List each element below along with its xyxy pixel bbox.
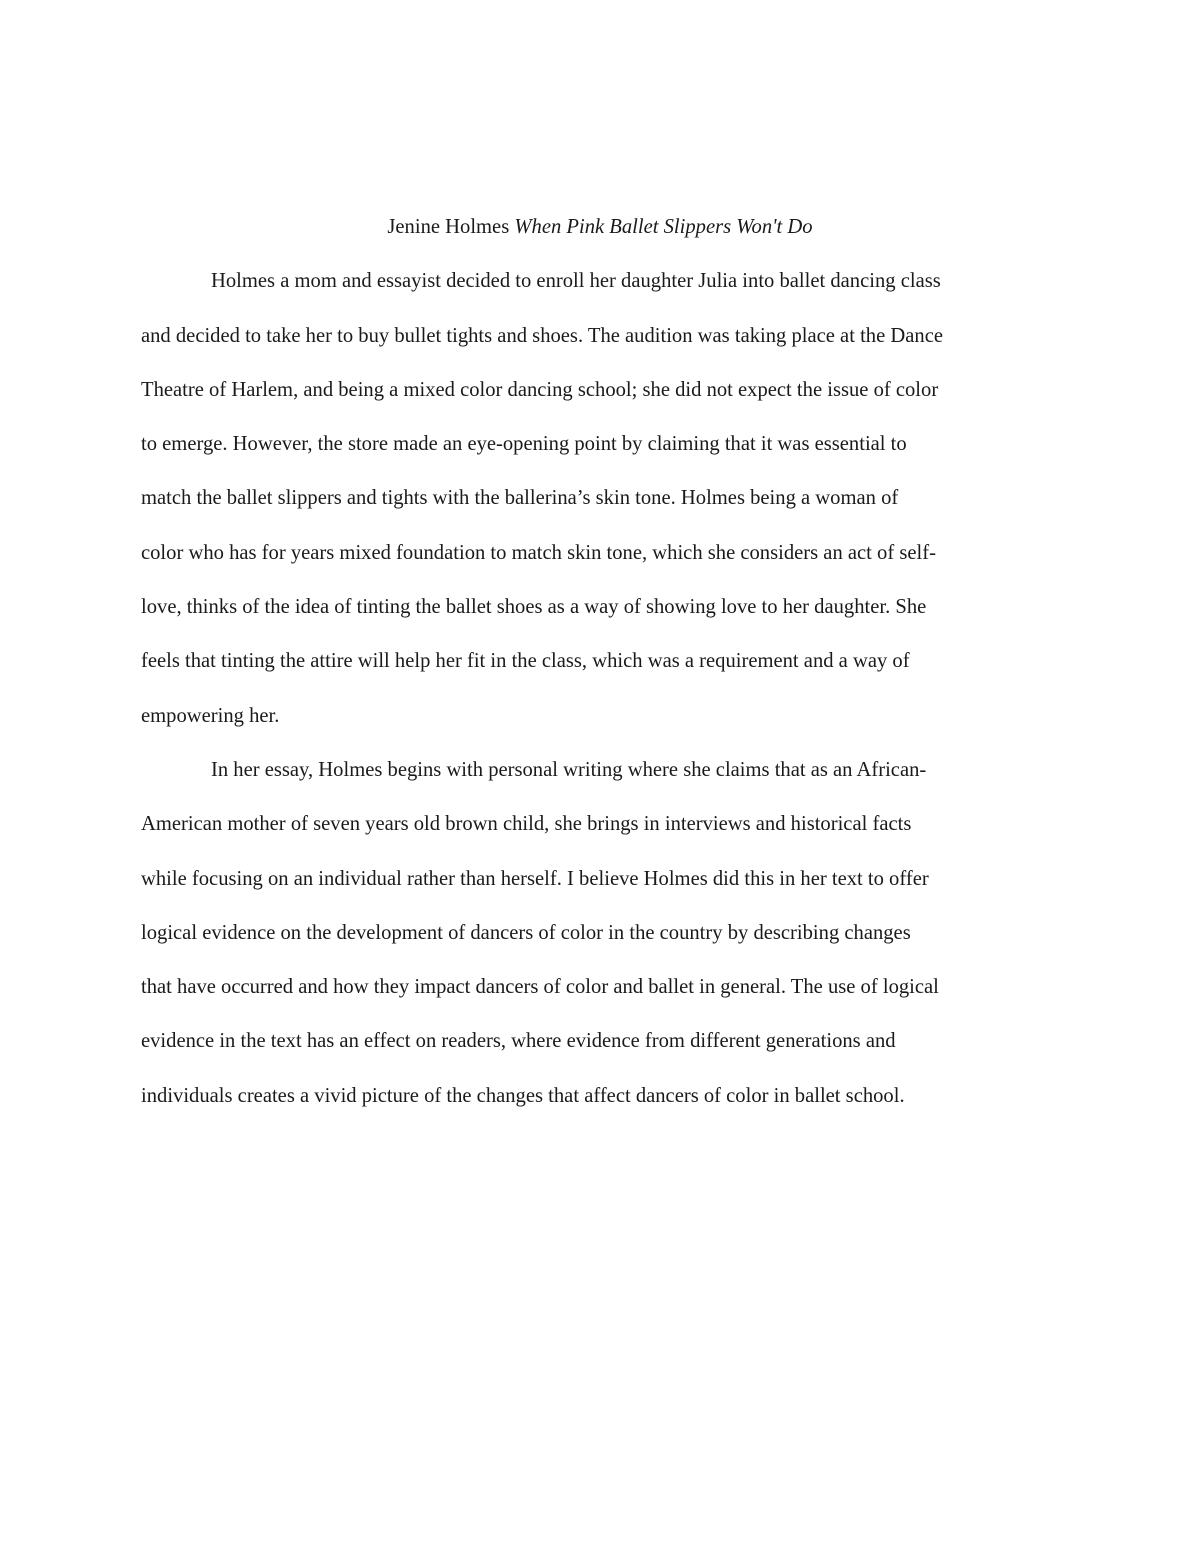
paragraph-2: [141, 743, 1059, 1123]
text-line: empowering her.: [141, 704, 280, 727]
text-line: evidence in the text has an effect on readers, where evidence from different generations and: [141, 1030, 896, 1053]
text-line: In her essay, Holmes begins with personal writing where she claims that as an African-: [211, 758, 927, 781]
text-line: feels that tinting the attire will help her fit in the class, which was a requirement and a way of: [141, 650, 910, 673]
paragraph-1: [141, 254, 1059, 743]
document-body: [141, 200, 1059, 1123]
text-line: individuals creates a vivid picture of the changes that affect dancers of color in ballet school.: [141, 1084, 905, 1107]
title-work: When Pink Ballet Slippers Won't Do: [514, 216, 813, 238]
text-line: and decided to take her to buy bullet tights and shoes. The audition was taking place at the Dance: [141, 324, 943, 347]
text-line: Holmes a mom and essayist decided to enroll her daughter Julia into ballet dancing class: [211, 270, 941, 293]
title-author: Jenine Holmes: [387, 216, 515, 238]
text-line: while focusing on an individual rather than herself. I believe Holmes did this in her text to offer: [141, 867, 929, 890]
text-line: match the ballet slippers and tights with the ballerina’s skin tone. Holmes being a woman of: [141, 487, 899, 510]
text-line: American mother of seven years old brown child, she brings in interviews and historical facts: [141, 813, 912, 836]
text-line: to emerge. However, the store made an eye-opening point by claiming that it was essential to: [141, 433, 907, 456]
text-line: love, thinks of the idea of tinting the ballet shoes as a way of showing love to her daughter. She: [141, 596, 927, 619]
document-title: [141, 200, 1059, 254]
text-line: logical evidence on the development of dancers of color in the country by describing changes: [141, 921, 911, 944]
text-line: that have occurred and how they impact dancers of color and ballet in general. The use of logical: [141, 976, 939, 999]
text-line: color who has for years mixed foundation to match skin tone, which she considers an act of self-: [141, 541, 936, 564]
text-line: Theatre of Harlem, and being a mixed color dancing school; she did not expect the issue of color: [141, 378, 939, 401]
